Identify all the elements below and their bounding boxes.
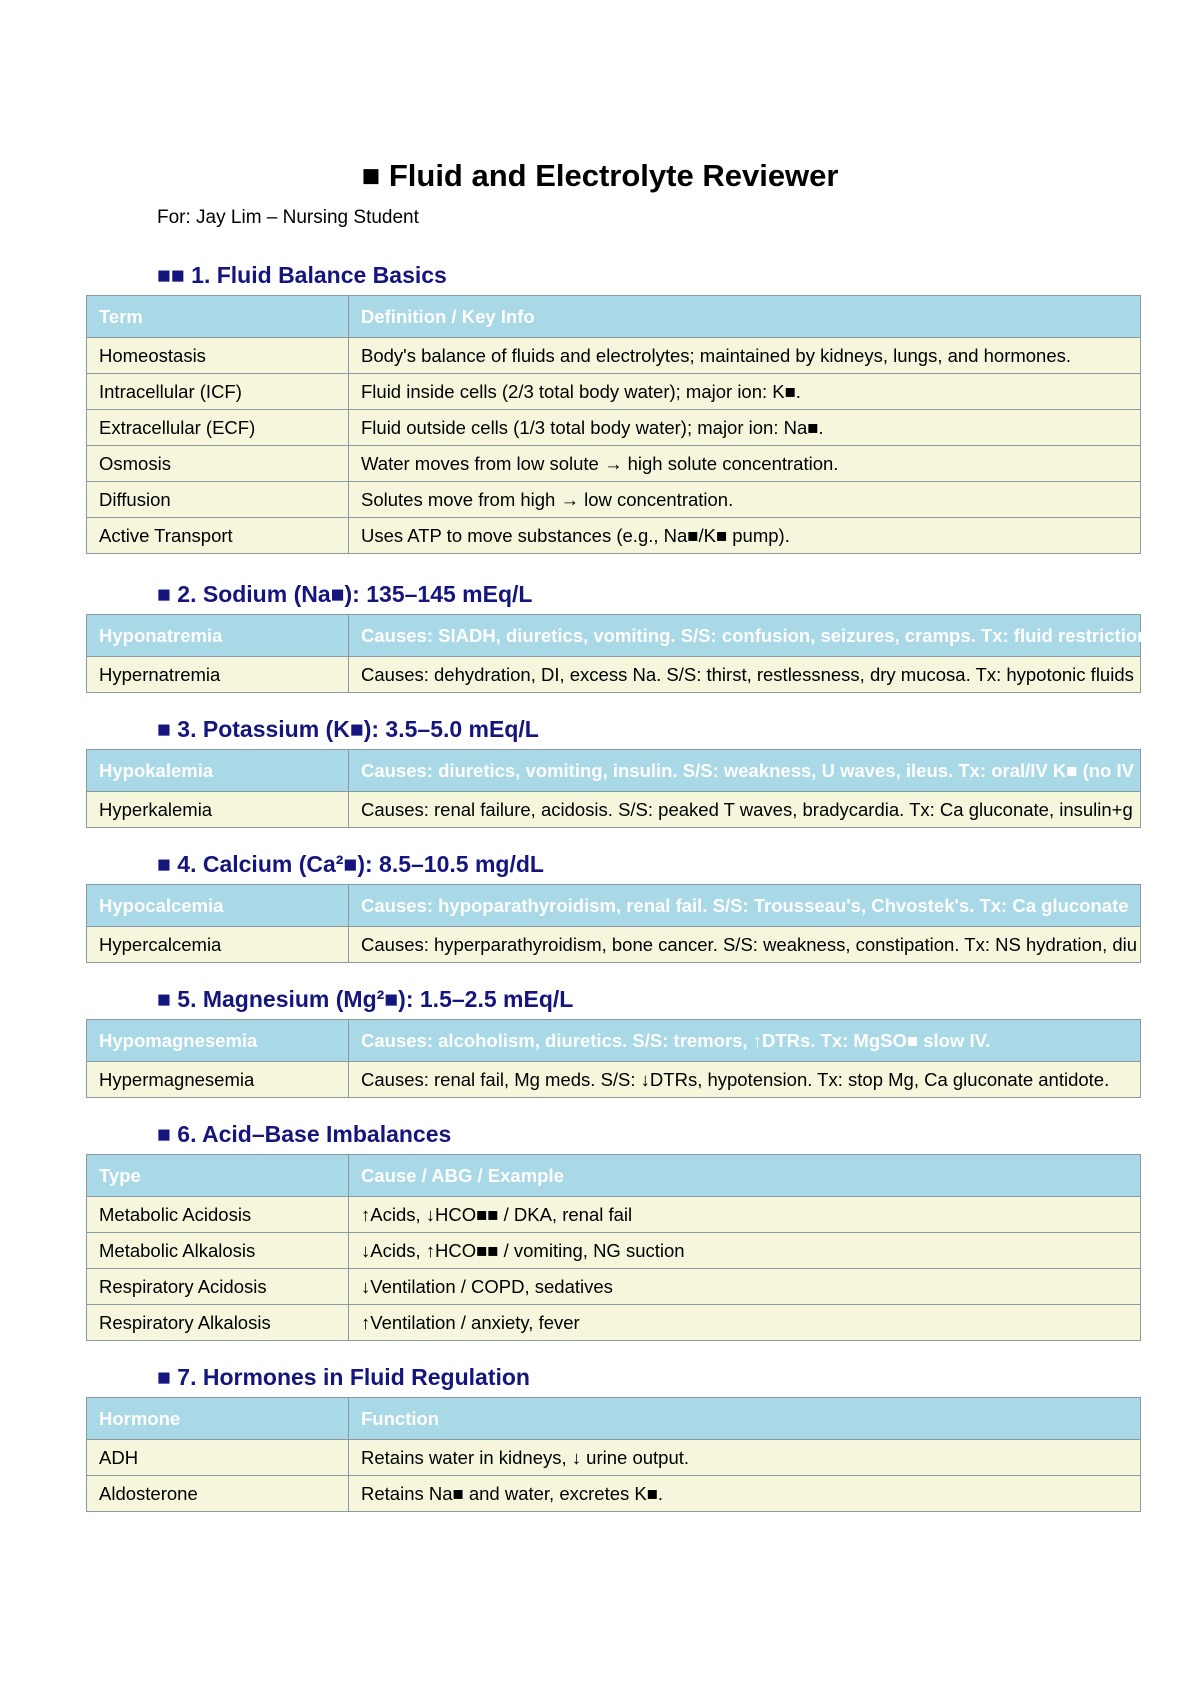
table-cell: Respiratory Alkalosis [87,1305,349,1341]
section-heading-fluid-balance: ■■ 1. Fluid Balance Basics [157,262,447,288]
section-heading-acid-base: ■ 6. Acid–Base Imbalances [157,1121,452,1147]
column-header: Causes: diuretics, vomiting, insulin. S/S: weakness, U waves, ileus. Tx: oral/IV K■ (no IV [349,750,1141,792]
table-cell: Body's balance of fluids and electrolytes; maintained by kidneys, lungs, and hormones. [349,338,1141,374]
table-cell: Uses ATP to move substances (e.g., Na■/K■ pump). [349,518,1141,554]
column-header: Type [87,1155,349,1197]
section-heading-sodium: ■ 2. Sodium (Na■): 135–145 mEq/L [157,581,533,607]
table-cell: Retains Na■ and water, excretes K■. [349,1476,1141,1512]
table-cell: Active Transport [87,518,349,554]
table-acid-base [86,1154,1141,1341]
table-cell: ↑Ventilation / anxiety, fever [349,1305,1141,1341]
table-row [87,927,1141,963]
table-cell: Water moves from low solute → high solute concentration. [349,446,1141,482]
table-row [87,1233,1141,1269]
table-cell: ↓Acids, ↑HCO■■ / vomiting, NG suction [349,1233,1141,1269]
table-header-row [87,1155,1141,1197]
column-header: Hypomagnesemia [87,1020,349,1062]
section-heading-potassium: ■ 3. Potassium (K■): 3.5–5.0 mEq/L [157,716,539,742]
column-header: Hypokalemia [87,750,349,792]
table-cell: Osmosis [87,446,349,482]
column-header: Causes: SIADH, diuretics, vomiting. S/S: confusion, seizures, cramps. Tx: fluid restriction [349,615,1141,657]
table-fluid-balance [86,295,1141,554]
table-header-row [87,885,1141,927]
table-row [87,482,1141,518]
table-cell: Extracellular (ECF) [87,410,349,446]
table-cell: Causes: renal fail, Mg meds. S/S: ↓DTRs, hypotension. Tx: stop Mg, Ca gluconate antidote. [349,1062,1141,1098]
table-row [87,1440,1141,1476]
table-cell: Intracellular (ICF) [87,374,349,410]
table-cell: Fluid inside cells (2/3 total body water); major ion: K■. [349,374,1141,410]
table-cell: ↓Ventilation / COPD, sedatives [349,1269,1141,1305]
column-header: Hyponatremia [87,615,349,657]
table-cell: ↑Acids, ↓HCO■■ / DKA, renal fail [349,1197,1141,1233]
table-row [87,1197,1141,1233]
section-heading-hormones: ■ 7. Hormones in Fluid Regulation [157,1364,530,1390]
table-cell: Diffusion [87,482,349,518]
table-row [87,1062,1141,1098]
column-header: Cause / ABG / Example [349,1155,1141,1197]
document-title: ■ Fluid and Electrolyte Reviewer [361,158,839,193]
table-cell: Retains water in kidneys, ↓ urine output. [349,1440,1141,1476]
table-row [87,446,1141,482]
table-row [87,1269,1141,1305]
table-header-row [87,750,1141,792]
column-header: Term [87,296,349,338]
table-cell: Respiratory Acidosis [87,1269,349,1305]
table-cell: Hypermagnesemia [87,1062,349,1098]
table-cell: Hypercalcemia [87,927,349,963]
column-header: Hypocalcemia [87,885,349,927]
table-row [87,518,1141,554]
table-cell: Causes: renal failure, acidosis. S/S: peaked T waves, bradycardia. Tx: Ca gluconate, insulin+g [349,792,1141,828]
table-hormones [86,1397,1141,1512]
table-header-row [87,1398,1141,1440]
table-potassium [86,749,1141,828]
table-row [87,338,1141,374]
section-heading-magnesium: ■ 5. Magnesium (Mg²■): 1.5–2.5 mEq/L [157,986,574,1012]
table-calcium [86,884,1141,963]
table-row [87,657,1141,693]
column-header: Function [349,1398,1141,1440]
table-cell: Metabolic Alkalosis [87,1233,349,1269]
column-header: Causes: alcoholism, diuretics. S/S: tremors, ↑DTRs. Tx: MgSO■ slow IV. [349,1020,1141,1062]
table-row [87,1476,1141,1512]
table-cell: Hyperkalemia [87,792,349,828]
table-magnesium [86,1019,1141,1098]
table-cell: Solutes move from high → low concentration. [349,482,1141,518]
table-header-row [87,296,1141,338]
table-header-row [87,615,1141,657]
section-heading-calcium: ■ 4. Calcium (Ca²■): 8.5–10.5 mg/dL [157,851,544,877]
column-header: Causes: hypoparathyroidism, renal fail. S/S: Trousseau's, Chvostek's. Tx: Ca gluconate [349,885,1141,927]
table-cell: Causes: dehydration, DI, excess Na. S/S: thirst, restlessness, dry mucosa. Tx: hypotonic fluids [349,657,1141,693]
table-cell: Fluid outside cells (1/3 total body water); major ion: Na■. [349,410,1141,446]
table-row [87,792,1141,828]
table-cell: Aldosterone [87,1476,349,1512]
table-sodium [86,614,1149,693]
table-header-row [87,1020,1141,1062]
table-cell: Metabolic Acidosis [87,1197,349,1233]
table-row [87,374,1141,410]
table-cell: Hypernatremia [87,657,349,693]
column-header: Hormone [87,1398,349,1440]
table-cell: Causes: hyperparathyroidism, bone cancer. S/S: weakness, constipation. Tx: NS hydration, diu [349,927,1141,963]
table-row [87,410,1141,446]
table-row [87,1305,1141,1341]
table-cell: Homeostasis [87,338,349,374]
document-subtitle: For: Jay Lim – Nursing Student [157,207,419,228]
column-header: Definition / Key Info [349,296,1141,338]
table-cell: ADH [87,1440,349,1476]
